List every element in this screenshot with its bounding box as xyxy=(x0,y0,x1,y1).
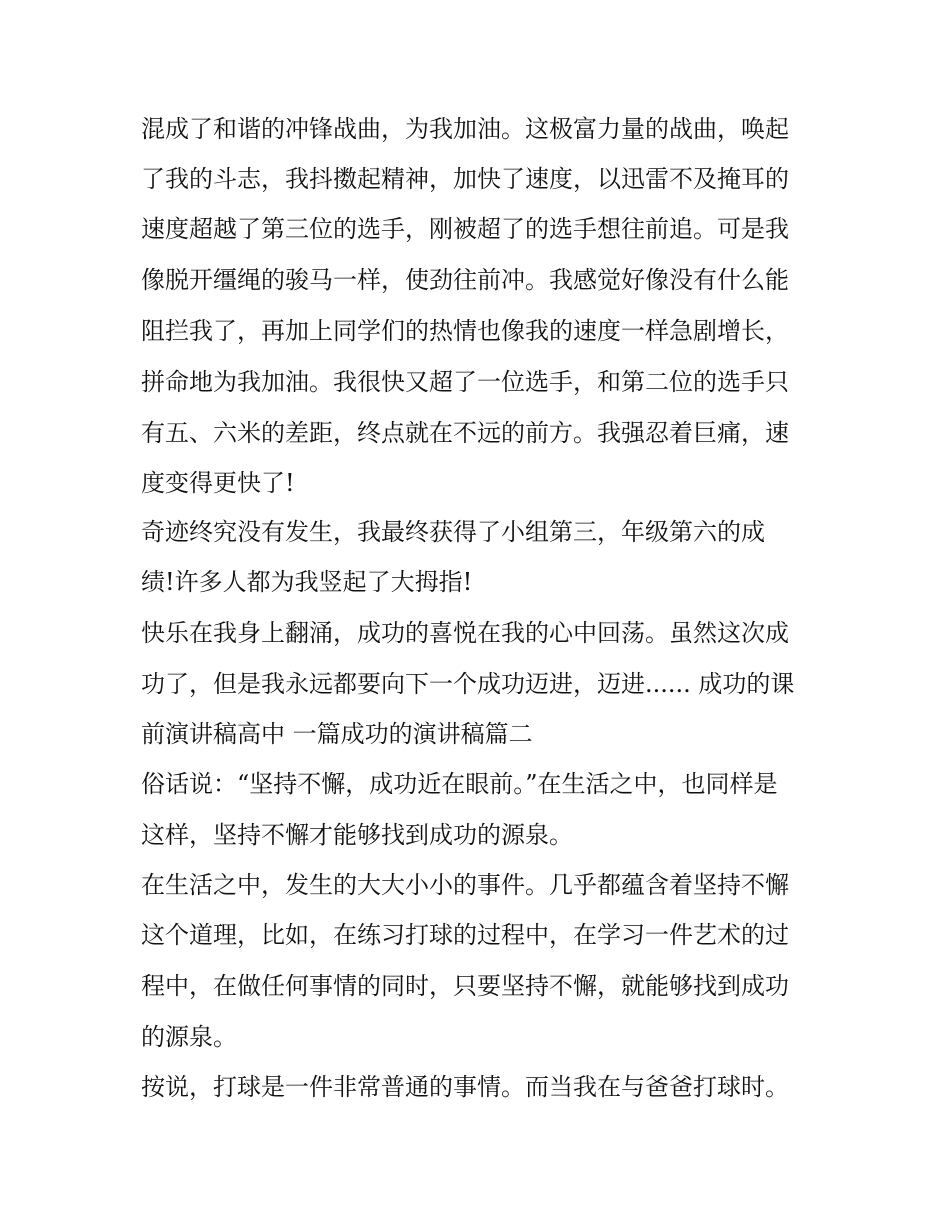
text-line: 混成了和谐的冲锋战曲，为我加油。这极富力量的战曲，唤起 xyxy=(141,115,789,143)
text-line: 速度超越了第三位的选手，刚被超了的选手想往前追。可是我 xyxy=(141,215,789,243)
text-line: 按说，打球是一件非常普通的事情。而当我在与爸爸打球时。 xyxy=(141,1073,789,1101)
text-line: 快乐在我身上翻涌，成功的喜悦在我的心中回荡。虽然这次成 xyxy=(141,619,789,647)
text-line: 这个道理，比如，在练习打球的过程中，在学习一件艺术的过 xyxy=(141,921,789,949)
text-line: 俗话说：“坚持不懈，成功近在眼前。”在生活之中，也同样是 xyxy=(141,770,778,798)
text-line: 的源泉。 xyxy=(141,1023,237,1051)
text-line: 前演讲稿高中 一篇成功的演讲稿篇二 xyxy=(141,720,533,748)
text-line: 了我的斗志，我抖擞起精神，加快了速度，以迅雷不及掩耳的 xyxy=(141,165,789,193)
text-line: 阻拦我了，再加上同学们的热情也像我的速度一样急剧增长， xyxy=(141,317,789,345)
text-line: 奇迹终究没有发生，我最终获得了小组第三，年级第六的成 xyxy=(141,518,765,546)
text-line: 程中，在做任何事情的同时，只要坚持不懈，就能够找到成功 xyxy=(141,972,789,1000)
text-line: 像脱开缰绳的骏马一样，使劲往前冲。我感觉好像没有什么能 xyxy=(141,266,789,294)
text-line: 度变得更快了! xyxy=(141,469,295,497)
text-line: 绩!许多人都为我竖起了大拇指! xyxy=(141,568,473,596)
text-line: 功了，但是我永远都要向下一个成功迈进，迈进...... 成功的课 xyxy=(141,670,795,698)
text-line: 在生活之中，发生的大大小小的事件。几乎都蕴含着坚持不懈 xyxy=(141,871,789,899)
text-line: 拼命地为我加油。我很快又超了一位选手，和第二位的选手只 xyxy=(141,368,789,396)
text-line: 这样，坚持不懈才能够找到成功的源泉。 xyxy=(141,821,573,849)
text-line: 有五、六米的差距，终点就在不远的前方。我强忍着巨痛，速 xyxy=(141,419,789,447)
